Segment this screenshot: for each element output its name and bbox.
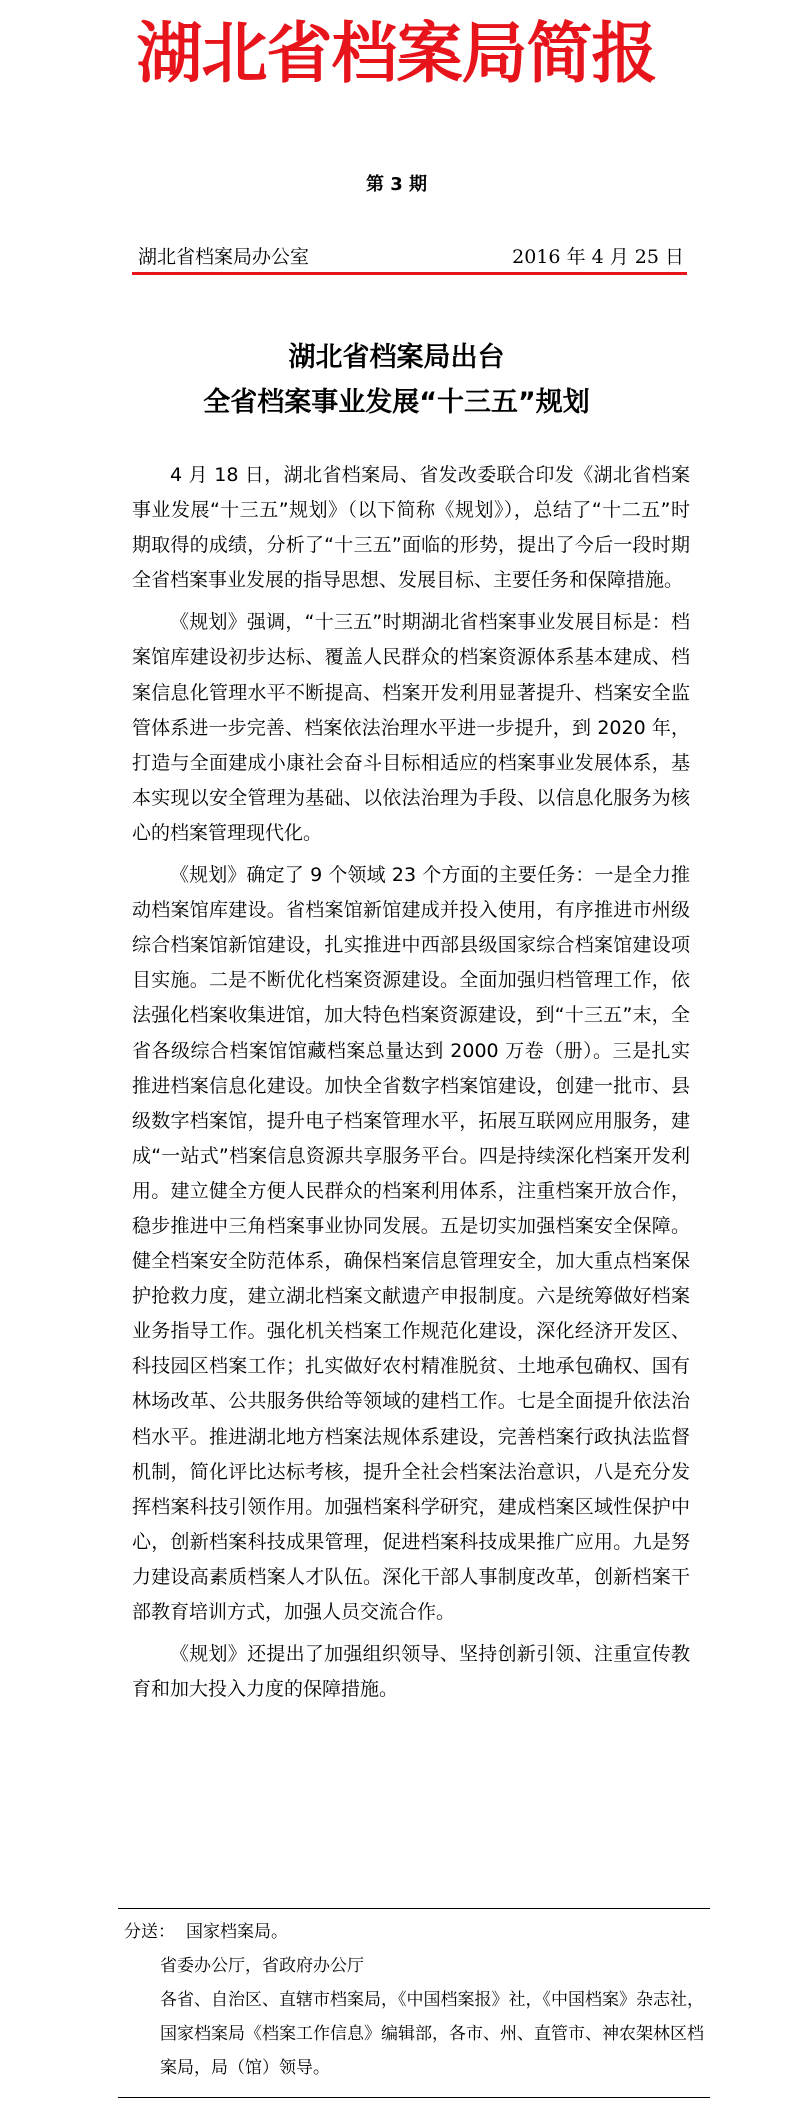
distribution-line: 各省、自治区、直辖市档案局，《中国档案报》社，《中国档案》杂志社，国家档案局《档案工作信息》编辑部，各市、州、直管市、神农架林区档案局，局（馆）领导。: [160, 1990, 704, 2078]
article-title-line1: 湖北省档案局出台: [288, 342, 505, 373]
issue-number: 第 3 期: [365, 174, 428, 195]
article-body: [132, 458, 690, 1714]
paragraph: 《规划》强调，“十三五”时期湖北省档案事业发展目标是：档案馆库建设初步达标、覆盖人民群众的档案资源体系基本建成、档案信息化管理水平不断提高、档案开发利用显著提升、档案安全监管体系进一步完善、档案依法治理水平进一步提升，到 2020 年，打造与全面建成小康社会奋斗目标相适应的档案事业发展体系，基本实现以安全管理为基础、以依法治理为手段、以信息化服务为核心的档案管理现代化。: [132, 611, 690, 844]
issue-date: 2016 年 4 月 25 日: [512, 246, 684, 268]
paragraph: 4 月 18 日，湖北省档案局、省发改委联合印发《湖北省档案事业发展“十三五”规划》（以下简称《规划》），总结了“十二五”时期取得的成绩，分析了“十三五”面临的形势，提出了今后一段时期全省档案事业发展的指导思想、发展目标、主要任务和保障措施。: [132, 464, 690, 592]
paragraph: 《规划》确定了 9 个领域 23 个方面的主要任务：一是全力推动档案馆库建设。省档案馆新馆建成并投入使用，有序推进市州级综合档案馆新馆建设，扎实推进中西部县级国家综合档案馆建设项目实施。二是不断优化档案资源建设。全面加强归档管理工作，依法强化档案收集进馆，加大特色档案资源建设，到“十三五”末，全省各级综合档案馆馆藏档案总量达到 2000 万卷（册）。三是扎实推进档案信息化建设。加快全省数字档案馆建设，创建一批市、县级数字档案馆，提升电子档案管理水平，拓展互联网应用服务，建成“一站式”档案信息资源共享服务平台。四是持续深化档案开发利用。建立健全方便人民群众的档案利用体系，注重档案开放合作，稳步推进中三角档案事业协同发展。五是切实加强档案安全保障。健全档案安全防范体系，确保档案信息管理安全，加大重点档案保护抢救力度，建立湖北档案文献遗产申报制度。六是统筹做好档案业务指导工作。强化机关档案工作规范化建设，深化经济开发区、科技园区档案工作；扎实做好农村精准脱贫、土地承包确权、国有林场改革、公共服务供给等领域的建档工作。七是全面提升依法治档水平。推进湖北地方档案法规体系建设，完善档案行政执法监督机制，简化评比达标考核，提升全社会档案法治意识，八是充分发挥档案科技引领作用。加强档案科学研究，建成档案区域性保护中心，创新档案科技成果管理，促进档案科技成果推广应用。九是努力建设高素质档案人才队伍。深化干部人事制度改革，创新档案干部教育培训方式，加强人员交流合作。: [132, 864, 690, 1623]
red-divider: [132, 272, 687, 275]
distribution-line: 省委办公厅，省政府办公厅: [160, 1956, 364, 1976]
distribution-label: 分送：: [124, 1922, 175, 1942]
issuer-line: [132, 242, 684, 270]
bulletin-masthead: 湖北省档案局简报: [136, 14, 657, 92]
distribution-first-recipient: 国家档案局。: [186, 1922, 288, 1942]
article-title-line2: 全省档案事业发展“十三五”规划: [203, 387, 590, 418]
issuer-office: 湖北省档案局办公室: [138, 246, 310, 268]
distribution-recipients: [160, 1949, 704, 2085]
distribution-top-rule: [118, 1908, 710, 1909]
paragraph: 《规划》还提出了加强组织领导、坚持创新引领、注重宣传教育和加大投入力度的保障措施。: [132, 1643, 690, 1701]
distribution-bottom-rule: [118, 2097, 710, 2098]
